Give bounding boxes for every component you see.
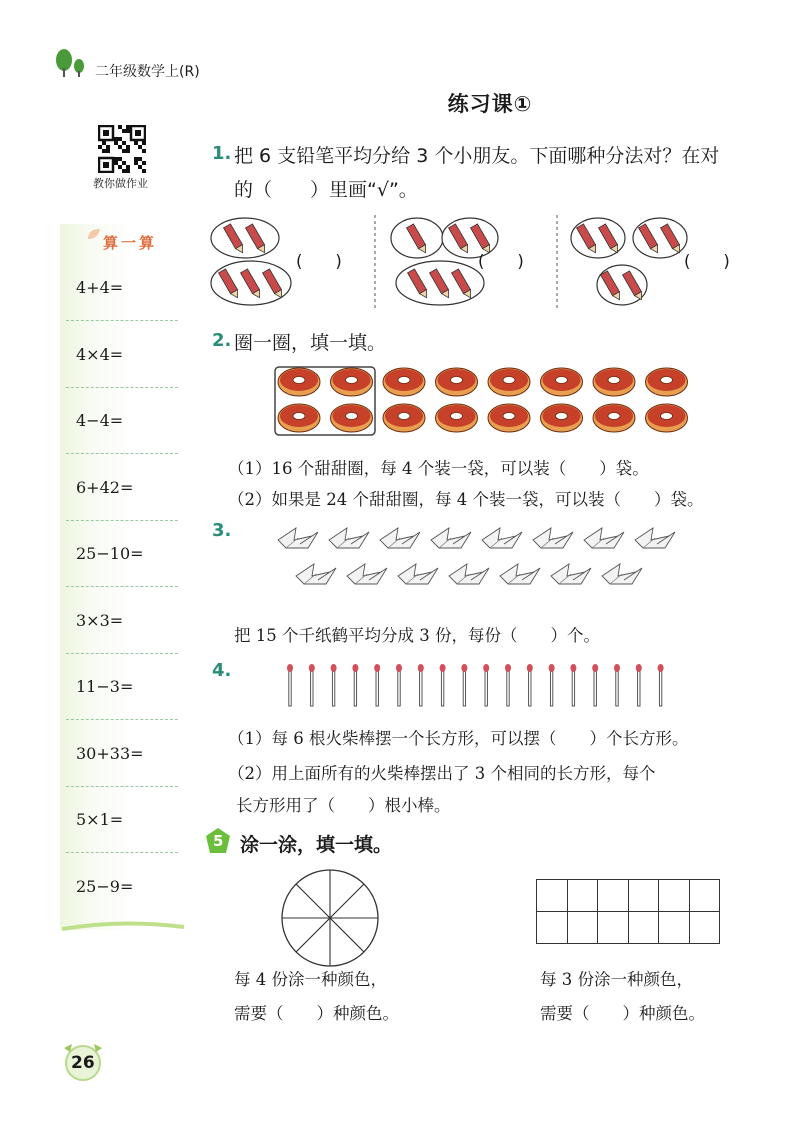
q3-number: 3. bbox=[212, 520, 232, 541]
page-number-badge bbox=[58, 1040, 108, 1082]
sidebar-calc-item: 30+33= bbox=[76, 743, 144, 763]
donut-icon bbox=[541, 404, 583, 432]
paper-crane-icon bbox=[584, 528, 624, 548]
q2-sub2: （2）如果是 24 个甜甜圈，每 4 个装一袋，可以装（ ）袋。 bbox=[228, 490, 704, 509]
sidebar-grass-decoration bbox=[62, 918, 184, 932]
q2-number: 2. bbox=[212, 330, 232, 351]
donut-icon bbox=[541, 368, 583, 396]
donut-icon bbox=[383, 404, 425, 432]
sidebar-separator bbox=[66, 786, 178, 787]
grid-cell[interactable] bbox=[689, 911, 721, 944]
q1-answer-blank-a[interactable]: ( ) bbox=[296, 252, 342, 271]
paper-crane-icon bbox=[431, 528, 471, 548]
matchstick-icon bbox=[527, 664, 533, 706]
sidebar-separator bbox=[66, 520, 178, 521]
matchstick-icon bbox=[309, 664, 315, 706]
sidebar-leaf-icon bbox=[86, 226, 102, 240]
matchstick-icon bbox=[570, 664, 576, 706]
paper-crane-icon bbox=[500, 564, 540, 584]
donut-icon bbox=[488, 404, 530, 432]
grid-cell[interactable] bbox=[597, 911, 629, 944]
grade-label: 二年级数学上(R) bbox=[95, 64, 200, 80]
paper-crane-icon bbox=[296, 564, 336, 584]
grid-cell[interactable] bbox=[536, 911, 568, 944]
q2-text: 圈一圈，填一填。 bbox=[234, 332, 387, 354]
matchstick-icon bbox=[331, 664, 337, 706]
sidebar-heading: 算一算 bbox=[103, 234, 158, 252]
q5-circle-diagram bbox=[278, 866, 382, 970]
grid-cell[interactable] bbox=[628, 911, 660, 944]
q4-sub1: （1）每 6 根火柴棒摆一个长方形，可以摆（ ）个长方形。 bbox=[228, 729, 689, 748]
donut-icon bbox=[278, 368, 320, 396]
pencil-group bbox=[396, 261, 484, 305]
grid-cell[interactable] bbox=[689, 879, 721, 912]
matchstick-icon bbox=[418, 664, 424, 706]
sidebar-calc-item: 4+4= bbox=[76, 278, 124, 297]
q1-number: 1. bbox=[212, 143, 232, 164]
q4-sub2-line2: 长方形用了（ ）根小棒。 bbox=[236, 796, 451, 815]
paper-crane-icon bbox=[329, 528, 369, 548]
matchstick-icon bbox=[440, 664, 446, 706]
matchstick-icon bbox=[505, 664, 511, 706]
matchstick-icon bbox=[592, 664, 598, 706]
matchstick-icon bbox=[636, 664, 642, 706]
qr-code-icon[interactable] bbox=[98, 125, 146, 173]
matchstick-icon bbox=[461, 664, 467, 706]
grid-cell[interactable] bbox=[658, 879, 690, 912]
q5-right-line1: 每 3 份涂一种颜色， bbox=[540, 970, 693, 989]
q5-left-line2: 需要（ ）种颜色。 bbox=[234, 1004, 399, 1023]
matchstick-icon bbox=[614, 664, 620, 706]
sidebar-calc-item: 5×1= bbox=[76, 810, 124, 829]
pencil-group bbox=[597, 265, 647, 305]
sidebar-calc-item: 25−10= bbox=[76, 544, 144, 563]
paper-crane-icon bbox=[278, 528, 318, 548]
matchstick-icon bbox=[287, 664, 293, 706]
q2-sub1: （1）16 个甜甜圈，每 4 个装一袋，可以装（ ）袋。 bbox=[228, 459, 649, 478]
donut-icon bbox=[383, 368, 425, 396]
sidebar-separator bbox=[66, 653, 178, 654]
pencil-group bbox=[211, 218, 279, 258]
donut-icon bbox=[593, 368, 635, 396]
pencil-group bbox=[391, 218, 443, 258]
donut-icon bbox=[278, 404, 320, 432]
sidebar-calc-item: 4−4= bbox=[76, 411, 124, 430]
sidebar-calc-item: 11−3= bbox=[76, 677, 134, 696]
donut-icon bbox=[593, 404, 635, 432]
sidebar-separator bbox=[66, 852, 178, 853]
q1-text-line1: 把 6 支铅笔平均分给 3 个小朋友。下面哪种分法对？在对 bbox=[234, 145, 720, 167]
q5-number: 5 bbox=[213, 832, 224, 850]
matchstick-icon bbox=[658, 664, 664, 706]
q1-answer-blank-b[interactable]: ( ) bbox=[478, 252, 524, 271]
matchstick-icon bbox=[374, 664, 380, 706]
donut-icon bbox=[331, 404, 373, 432]
q4-number: 4. bbox=[212, 660, 232, 681]
q4-matchstick-illustration bbox=[282, 660, 682, 710]
qr-caption: 教你做作业 bbox=[93, 177, 148, 190]
grid-cell[interactable] bbox=[567, 879, 599, 912]
donut-icon bbox=[436, 404, 478, 432]
donut-icon bbox=[646, 368, 688, 396]
grid-cell[interactable] bbox=[567, 911, 599, 944]
grid-cell[interactable] bbox=[628, 879, 660, 912]
sidebar-calc-item: 3×3= bbox=[76, 610, 124, 630]
q5-text: 涂一涂，填一填。 bbox=[240, 834, 393, 856]
q1-answer-blank-c[interactable]: ( ) bbox=[684, 252, 730, 271]
q5-number-badge-icon bbox=[203, 826, 233, 856]
donut-icon bbox=[331, 368, 373, 396]
matchstick-icon bbox=[352, 664, 358, 706]
paper-crane-icon bbox=[551, 564, 591, 584]
sidebar-calc-item: 4×4= bbox=[76, 344, 124, 364]
pencil-group bbox=[571, 218, 625, 258]
page-number: 26 bbox=[71, 1053, 95, 1073]
header-tree-icon bbox=[54, 48, 90, 78]
sidebar-separator bbox=[66, 719, 178, 720]
matchstick-icon bbox=[483, 664, 489, 706]
q5-right-line2: 需要（ ）种颜色。 bbox=[540, 1004, 705, 1023]
paper-crane-icon bbox=[449, 564, 489, 584]
matchstick-icon bbox=[396, 664, 402, 706]
donut-icon bbox=[646, 404, 688, 432]
q4-sub2-line1: （2）用上面所有的火柴棒摆出了 3 个相同的长方形，每个 bbox=[228, 764, 656, 783]
grid-cell[interactable] bbox=[597, 879, 629, 912]
paper-crane-icon bbox=[398, 564, 438, 584]
q5-grid-diagram bbox=[536, 879, 719, 943]
sidebar-separator bbox=[66, 586, 178, 587]
paper-crane-icon bbox=[602, 564, 642, 584]
q1-text-line2: 的（ ）里画“√”。 bbox=[234, 179, 418, 201]
q3-text: 把 15 个千纸鹤平均分成 3 份，每份（ ）个。 bbox=[234, 626, 600, 645]
page-title: 练习课① bbox=[447, 92, 533, 116]
q5-left-line1: 每 4 份涂一种颜色， bbox=[234, 970, 387, 989]
paper-crane-icon bbox=[482, 528, 522, 548]
matchstick-icon bbox=[549, 664, 555, 706]
pencil-group bbox=[211, 261, 291, 305]
q3-paper-crane-illustration bbox=[270, 520, 690, 600]
paper-crane-icon bbox=[347, 564, 387, 584]
grid-cell[interactable] bbox=[658, 911, 690, 944]
sidebar-separator bbox=[66, 387, 178, 388]
q2-donut-illustration bbox=[272, 364, 702, 438]
sidebar-separator bbox=[66, 320, 178, 321]
paper-crane-icon bbox=[533, 528, 573, 548]
pencil-group bbox=[633, 218, 687, 258]
sidebar-separator bbox=[66, 453, 178, 454]
donut-icon bbox=[488, 368, 530, 396]
paper-crane-icon bbox=[380, 528, 420, 548]
sidebar-calc-item: 6+42= bbox=[76, 477, 134, 497]
donut-icon bbox=[436, 368, 478, 396]
grid-cell[interactable] bbox=[536, 879, 568, 912]
sidebar-calc-item: 25−9= bbox=[76, 876, 134, 896]
paper-crane-icon bbox=[635, 528, 675, 548]
